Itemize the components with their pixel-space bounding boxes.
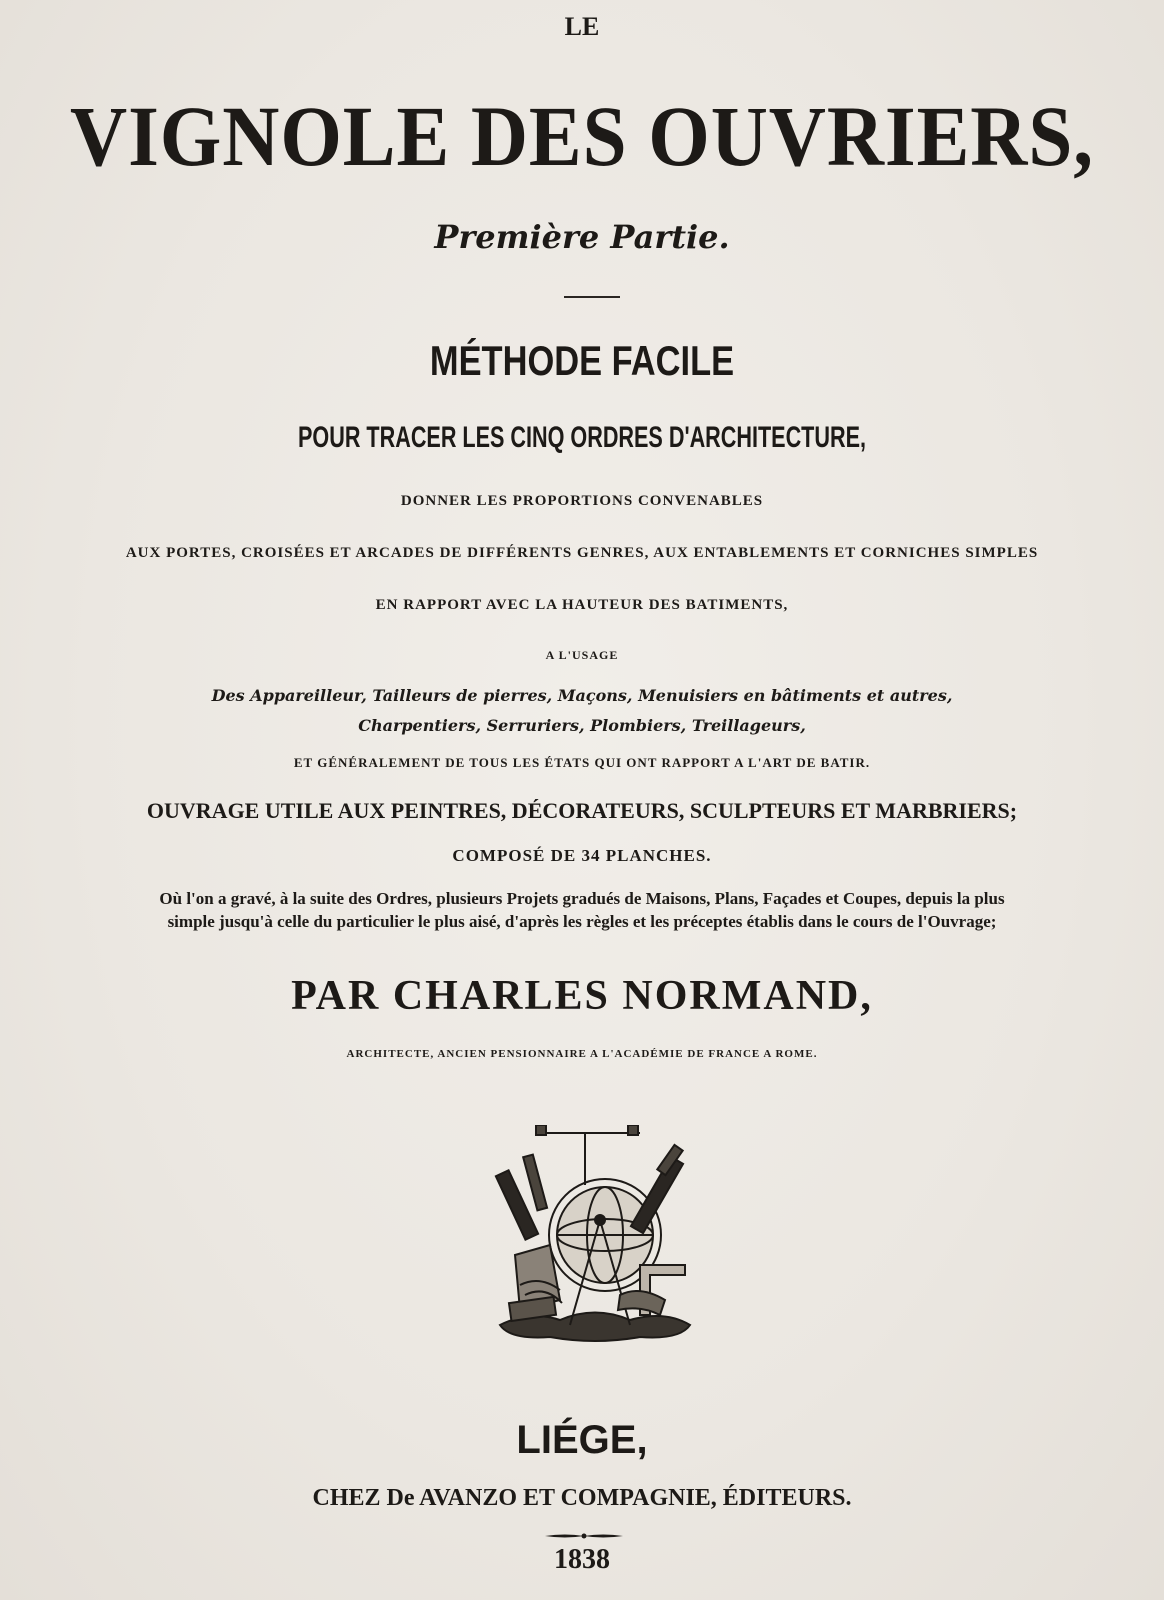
usage-label: A L'USAGE	[545, 648, 619, 662]
line-aux: AUX PORTES, CROISÉES ET ARCADES DE DIFFÉRENTS GENRES, AUX ENTABLEMENTS ET CORNICHES SIMPLES	[125, 545, 1039, 561]
description-line-2: simple jusqu'à celle du particulier le plus aisé, d'après les règles et les préceptes établis dans le cours de l'Ouvrage;	[167, 912, 997, 931]
ornamental-rule-icon	[545, 1532, 623, 1540]
ouvrage-line: OUVRAGE UTILE AUX PEINTRES, DÉCORATEURS, SCULPTEURS ET MARBRIERS;	[146, 798, 1018, 823]
subtitle: POUR TRACER LES CINQ ORDRES D'ARCHITECTURE,	[298, 421, 866, 454]
architectural-instruments-vignette-icon	[490, 1125, 700, 1350]
line-rapport: EN RAPPORT AVEC LA HAUTEUR DES BATIMENTS,	[375, 597, 789, 613]
trades-line-2: Charpentiers, Serruriers, Plombiers, Treillageurs,	[358, 716, 806, 735]
trades-line-1: Des Appareilleur, Tailleurs de pierres, Maçons, Menuisiers en bâtiments et autres,	[211, 686, 953, 705]
city: LIÉGE,	[516, 1418, 648, 1462]
general-line: ET GÉNÉRALEMENT DE TOUS LES ÉTATS QUI ONT RAPPORT A L'ART DE BATIR.	[293, 755, 871, 770]
author-title: ARCHITECTE, ANCIEN PENSIONNAIRE A L'ACADÉMIE DE FRANCE A ROME.	[346, 1048, 818, 1060]
title-article: LE	[564, 12, 600, 41]
part-label: Première Partie.	[434, 218, 730, 256]
description-line-1: Où l'on a gravé, à la suite des Ordres, plusieurs Projets gradués de Maisons, Plans, Façades et Coupes, depuis la plus	[159, 889, 1005, 908]
book-title: VIGNOLE DES OUVRIERS,	[70, 88, 1094, 184]
publication-year: 1838	[554, 1544, 610, 1575]
line-donner: DONNER LES PROPORTIONS CONVENABLES	[400, 493, 764, 509]
divider-rule	[564, 296, 620, 298]
author-name: PAR CHARLES NORMAND,	[291, 973, 873, 1019]
publisher: CHEZ De AVANZO ET COMPAGNIE, ÉDITEURS.	[312, 1485, 852, 1511]
method-heading: MÉTHODE FACILE	[429, 337, 735, 384]
plates-count: COMPOSÉ DE 34 PLANCHES.	[452, 846, 712, 865]
